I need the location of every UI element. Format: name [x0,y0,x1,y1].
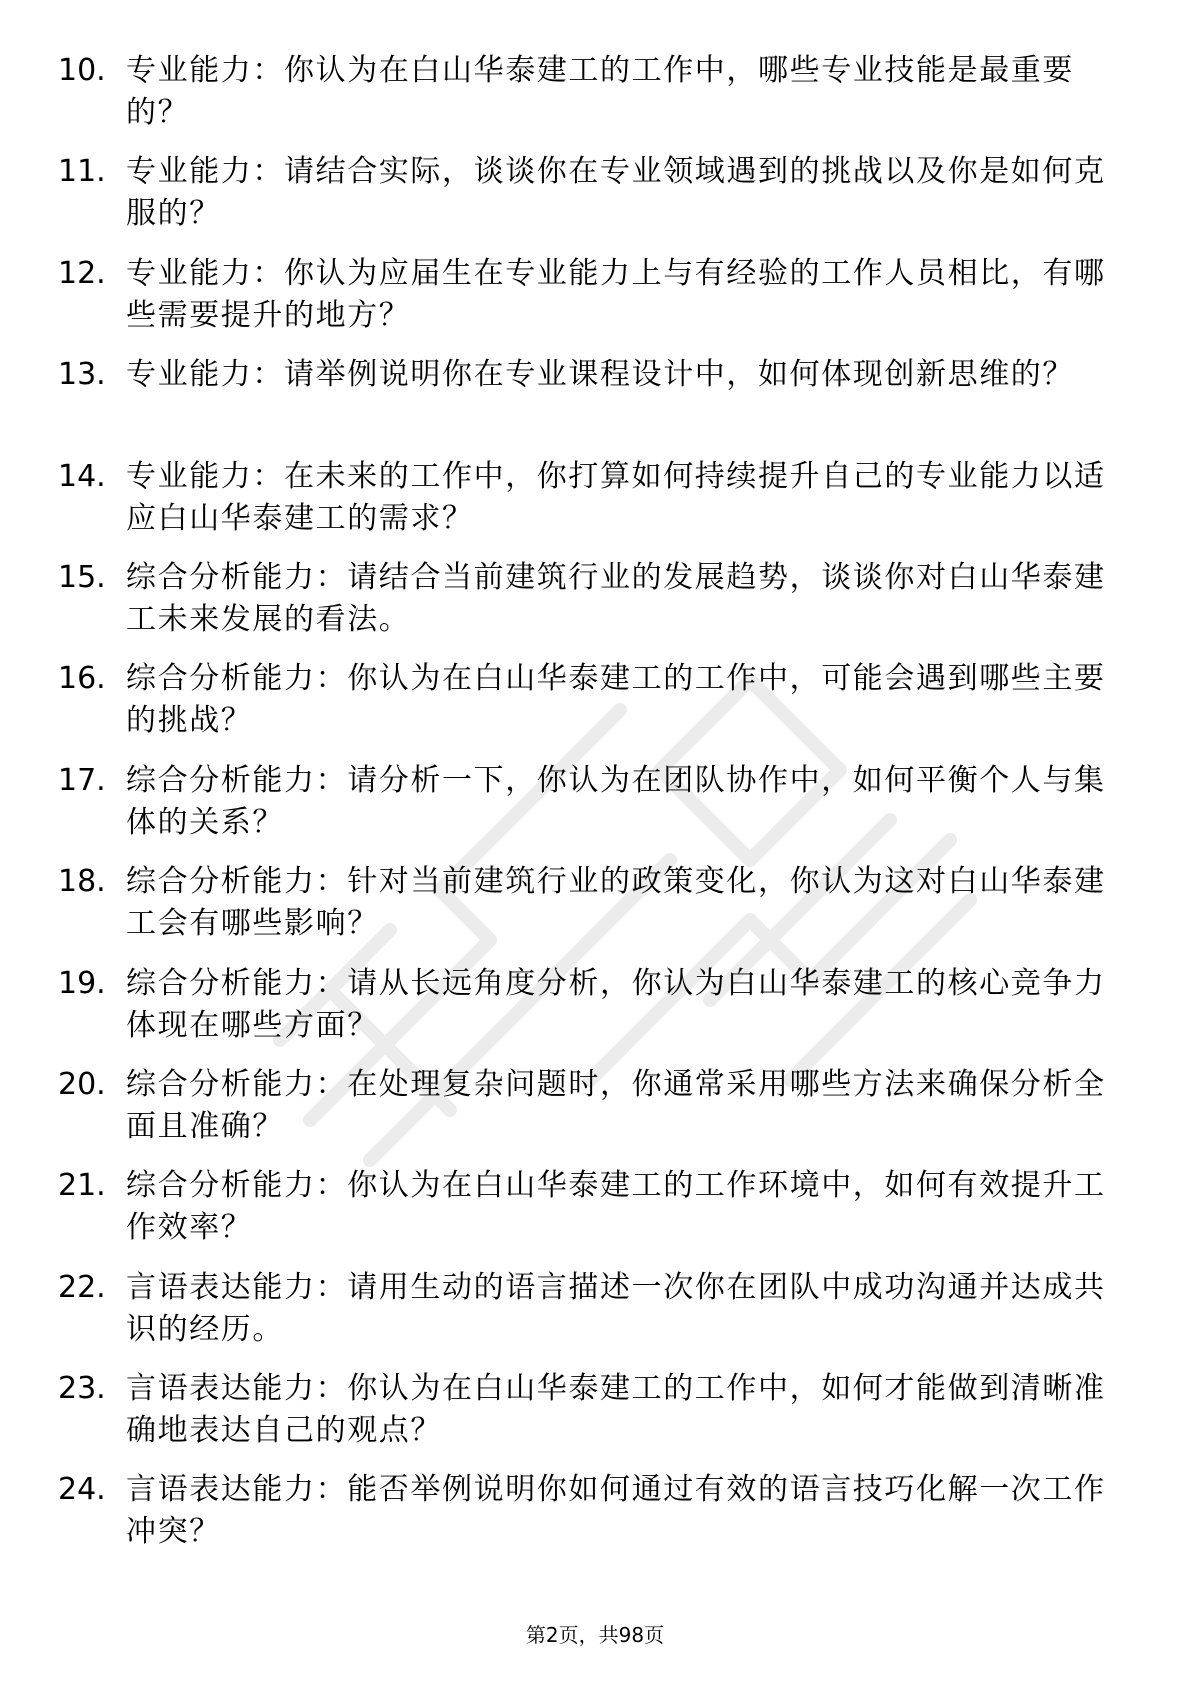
question-item [58,861,1118,962]
question-text: 综合分析能力：你认为在白山华泰建工的工作中，可能会遇到哪些主要的挑战？ [126,661,1106,739]
question-number: 12. [58,255,106,291]
question-number: 11. [58,154,106,190]
question-item [58,151,1118,252]
question-number: 18. [58,864,106,900]
question-text: 专业能力：请结合实际，谈谈你在专业领域遇到的挑战以及你是如何克服的？ [126,154,1106,232]
question-text: 言语表达能力：你认为在白山华泰建工的工作中，如何才能做到清晰准确地表达自己的观点？ [126,1371,1106,1449]
question-number: 16. [58,661,106,697]
question-item [58,50,1118,151]
question-item [58,354,1118,455]
question-text: 综合分析能力：请结合当前建筑行业的发展趋势，谈谈你对白山华泰建工未来发展的看法。 [126,559,1106,637]
question-number: 19. [58,965,106,1001]
question-item [58,658,1118,759]
question-item [58,963,1118,1064]
question-item [58,1064,1118,1165]
question-number: 20. [58,1066,106,1102]
question-text: 专业能力：你认为应届生在专业能力上与有经验的工作人员相比，有哪些需要提升的地方？ [126,255,1106,333]
question-item [58,456,1118,557]
question-number: 14. [58,458,106,494]
question-text: 言语表达能力：能否举例说明你如何通过有效的语言技巧化解一次工作冲突？ [126,1472,1106,1550]
question-number: 23. [58,1371,106,1407]
question-item [58,1165,1118,1266]
question-text: 综合分析能力：请从长远角度分析，你认为白山华泰建工的核心竞争力体现在哪些方面？ [126,965,1106,1043]
question-number: 22. [58,1269,106,1305]
question-item [58,760,1118,861]
question-item [58,557,1118,658]
question-number: 15. [58,559,106,595]
page-footer: 第2页，共98页 [525,1623,665,1647]
question-item [58,1469,1118,1570]
question-text: 专业能力：你认为在白山华泰建工的工作中，哪些专业技能是最重要的？ [126,53,1074,130]
question-text: 综合分析能力：针对当前建筑行业的政策变化，你认为这对白山华泰建工会有哪些影响？ [126,864,1106,942]
question-number: 21. [58,1168,106,1204]
question-item [58,1267,1118,1368]
question-text: 综合分析能力：你认为在白山华泰建工的工作环境中，如何有效提升工作效率？ [126,1168,1106,1246]
question-text: 言语表达能力：请用生动的语言描述一次你在团队中成功沟通并达成共识的经历。 [126,1269,1106,1347]
question-number: 10. [58,53,106,88]
question-list [58,50,1118,1571]
question-item [58,1368,1118,1469]
question-text: 综合分析能力：在处理复杂问题时，你通常采用哪些方法来确保分析全面且准确？ [126,1066,1106,1144]
question-number: 13. [58,357,106,393]
question-number: 17. [58,762,106,798]
question-number: 24. [58,1472,106,1508]
question-item [58,253,1118,354]
question-text: 专业能力：请举例说明你在专业课程设计中，如何体现创新思维的？ [126,357,1074,393]
question-text: 专业能力：在未来的工作中，你打算如何持续提升自己的专业能力以适应白山华泰建工的需求？ [126,458,1106,536]
question-text: 综合分析能力：请分析一下，你认为在团队协作中，如何平衡个人与集体的关系？ [126,762,1106,840]
